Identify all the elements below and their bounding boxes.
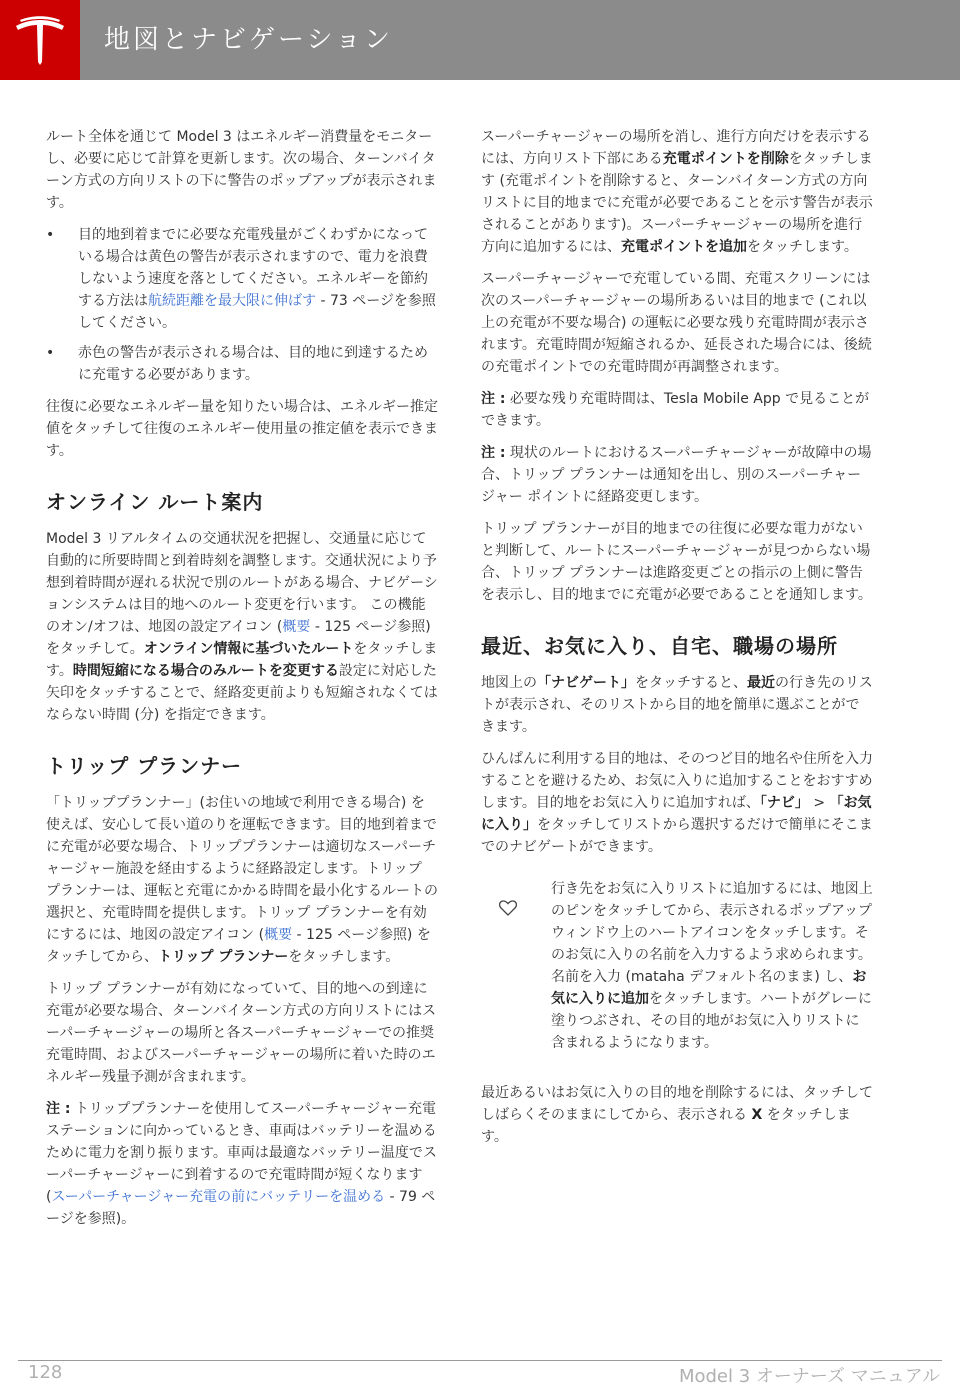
bold-term: 充電ポイントを追加 bbox=[621, 239, 747, 255]
text: 現状のルートにおけるスーパーチャージャーが故障中の場合、トリップ プランナーは通知を出し、別のスーパーチャージャー ポイントに経路変更します。 bbox=[481, 445, 872, 505]
bold-term: 最近 bbox=[747, 675, 775, 691]
bold-term: 「ナビゲート」 bbox=[537, 675, 635, 691]
text: 目的地到着までに必要な充電残量がごくわずかになっている場合は黄色の警告が表示されますので、電力を浪費しないよう速度を落としてください。エネルギーを節約する方法は bbox=[78, 227, 428, 309]
logo-box bbox=[0, 0, 80, 80]
note-label: 注 : bbox=[481, 445, 506, 461]
note-label: 注 : bbox=[481, 391, 506, 407]
text: スーパーチャージャーの場所を消し、進行方向だけを表示するには、方向リスト下部にある bbox=[481, 129, 871, 167]
favorites-paragraph bbox=[481, 748, 873, 858]
supercharger-paragraph bbox=[481, 126, 873, 258]
bold-term: トリップ プランナー bbox=[158, 949, 289, 965]
recent-paragraph bbox=[481, 672, 873, 738]
link-precondition-battery[interactable]: スーパーチャージャー充電の前にバッテリーを温める bbox=[51, 1189, 386, 1205]
text: トリッププランナーを使用してスーパーチャージャー充電ステーションに向かっているとき、車両はバッテリーを温めるために電力を割り振ります。車両は最適なバッテリー温度でスーパーチャージャーに到着するので充電時間が短くなります ( bbox=[46, 1101, 437, 1205]
text: をタッチします。 bbox=[481, 1107, 851, 1145]
heart-tip-text bbox=[551, 878, 873, 1064]
heart-tip bbox=[481, 878, 873, 1064]
list-item bbox=[46, 224, 438, 334]
text: - 79 ページを参照)。 bbox=[46, 1189, 436, 1227]
right-column bbox=[481, 126, 873, 1158]
text: 行き先をお気に入りリストに追加するには、地図上のピンをタッチしてから、表示されるポップアップウィンドウ上のハートアイコンをタッチします。そのお気に入りの名前を入力するよう求められます。名前を入力 (mataha デフォルト名のまま) し、 bbox=[551, 881, 873, 985]
link-overview[interactable]: 概要 bbox=[264, 927, 293, 943]
text: Model 3 リアルタイムの交通状況を把握し、交通量に応じて自動的に所要時間と到着時刻を調整します。交通状況により予想到着時間が遅れる状況で別のルートがある場合、ナビゲーションシステムは目的地へのルート変更を行います。 この機能のオン/オフは、地図の設定アイコン ( bbox=[46, 531, 438, 635]
link-maximize-range[interactable]: 航続距離を最大限に伸ばす bbox=[148, 293, 316, 309]
text: - 73 ページを参照してください。 bbox=[78, 293, 436, 331]
list-item bbox=[46, 342, 438, 386]
text: 必要な残り充電時間は、Tesla Mobile App で見ることができます。 bbox=[481, 391, 870, 429]
bold-term: オンライン情報に基づいたルート bbox=[143, 641, 354, 657]
bold-term: 「お気に入り」 bbox=[481, 795, 872, 833]
text: 地図上の bbox=[481, 675, 537, 691]
text: をタッチします (充電ポイントを削除すると、ターンバイターン方式の方向リストに目的地までに充電が必要であることを示す警告が表示されることがあります)。スーパーチャージャーの場所を進行方向に追加するには、 bbox=[481, 151, 873, 255]
page-header bbox=[0, 0, 960, 80]
heading-recent-favorites: 最近、お気に入り、自宅、職場の場所 bbox=[481, 634, 838, 658]
heart-icon-wrap bbox=[481, 878, 551, 1064]
bold-term: 時間短縮になる場合のみルートを変更する bbox=[72, 663, 339, 679]
trip-paragraph bbox=[46, 792, 438, 968]
trip-paragraph-2: トリップ プランナーが有効になっていて、目的地への到達に充電が必要な場合、ターンバイターン方式の方向リストにはスーパーチャージャーの場所と各スーパーチャージャーでの推奨充電時間、およびスーパーチャージャーの場所に着いた時のエネルギー残量予測が含まれます。 bbox=[46, 981, 437, 1085]
footer-divider bbox=[18, 1360, 942, 1361]
note-paragraph bbox=[481, 442, 873, 508]
text: 設定に対応した矢印をタッチすることで、経路変更前よりも短縮されなくてはならない時間 (分) を指定できます。 bbox=[46, 663, 438, 723]
text: 最近あるいはお気に入りの目的地を削除するには、タッチしてしばらくそのままにしてから、表示される bbox=[481, 1085, 873, 1123]
text: をタッチします。 bbox=[288, 949, 400, 965]
text: をタッチしてリストから選択するだけで簡単にそこまでのナビゲートができます。 bbox=[481, 817, 873, 855]
link-overview[interactable]: 概要 bbox=[282, 619, 311, 635]
charging-paragraph: スーパーチャージャーで充電している間、充電スクリーンには次のスーパーチャージャーの場所あるいは目的地まで (これ以上の充電が不要な場合) の運転に必要な残り充電時間が表示されます。充電時間が短縮されるか、延長された場合には、後続の充電ポイントでの充電時間が再調整されます。 bbox=[481, 271, 872, 375]
planner-paragraph: トリップ プランナーが目的地までの往復に必要な電力がないと判断して、ルートにスーパーチャージャーが見つからない場合、トリップ プランナーは進路変更ごとの指示の上側に警告を表示し、目的地までに充電が必要であることを通知します。 bbox=[481, 521, 872, 603]
page-title: 地図とナビゲーション bbox=[104, 25, 393, 55]
text: - 125 ページ参照) をタッチして。 bbox=[46, 619, 431, 657]
note-paragraph bbox=[481, 388, 873, 432]
bold-term: 充電ポイントを削除 bbox=[662, 151, 789, 167]
text: > bbox=[808, 795, 830, 811]
page-number: 128 bbox=[28, 1362, 63, 1383]
text: をタッチします。 bbox=[747, 239, 858, 255]
bold-term: お気に入りに追加 bbox=[551, 969, 867, 1007]
heart-paragraph bbox=[551, 878, 873, 1054]
footer-title: Model 3 オーナーズ マニュアル bbox=[678, 1366, 940, 1387]
roundtrip-paragraph: 往復に必要なエネルギー量を知りたい場合は、エネルギー推定値をタッチして往復のエネルギー使用量の推定値を表示できます。 bbox=[46, 399, 438, 459]
text: - 125 ページ参照) をタッチしてから、 bbox=[46, 927, 431, 965]
heading-online-routing: オンライン ルート案内 bbox=[46, 490, 264, 514]
delete-paragraph bbox=[481, 1082, 873, 1148]
tesla-logo-icon bbox=[12, 12, 68, 68]
text: をタッチします。ハートがグレーに塗りつぶされ、その目的地がお気に入りリストに含まれるようになります。 bbox=[551, 991, 872, 1051]
note-label: 注 : bbox=[46, 1101, 71, 1117]
bold-term: X bbox=[751, 1107, 763, 1123]
text: 赤色の警告が表示される場合は、目的地に到達するために充電する必要があります。 bbox=[78, 345, 428, 383]
left-column bbox=[46, 126, 438, 1240]
note-paragraph bbox=[46, 1098, 438, 1230]
bold-term: 「ナビ」 bbox=[759, 795, 809, 811]
online-paragraph bbox=[46, 528, 438, 726]
text: ひんぱんに利用する目的地は、そのつど目的地名や住所を入力することを避けるため、お気に入りに追加することをおすすめします。目的地をお気に入りに追加すれば、 bbox=[481, 751, 873, 811]
intro-paragraph: ルート全体を通じて Model 3 はエネルギー消費量をモニターし、必要に応じて計算を更新します。次の場合、ターンバイターン方式の方向リストの下に警告のポップアップが表示されます。 bbox=[46, 129, 437, 211]
heart-icon bbox=[499, 900, 517, 916]
text: の行き先のリストが表示され、そのリストから目的地を簡単に選ぶことができます。 bbox=[481, 675, 873, 735]
text: 「トリッププランナー」(お住いの地域で利用できる場合) を使えば、安心して長い道のりを運転できます。目的地到着までに充電が必要な場合、トリッププランナーは適切なスーパーチャージャー施設を経由するように経路設定します。トリップ プランナーは、運転と充電にかかる時間を最小化するルートの選択と、充電時間を提供します。トリップ プランナーを有効にするには、地図の設定アイコン ( bbox=[46, 795, 438, 943]
warning-list bbox=[46, 224, 438, 386]
text: をタッチすると、 bbox=[635, 675, 747, 691]
text: をタッチします。 bbox=[46, 641, 438, 679]
heading-trip-planner: トリップ プランナー bbox=[46, 754, 243, 778]
